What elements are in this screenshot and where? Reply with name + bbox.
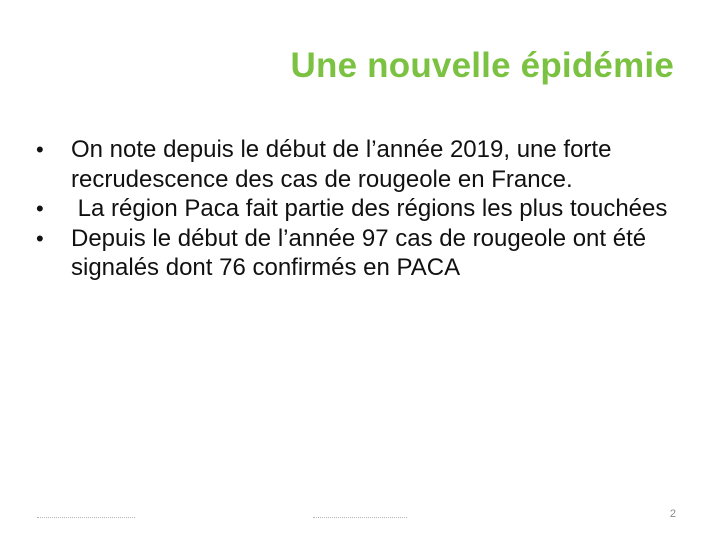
bullet-text: Depuis le début de l’année 97 cas de rougeole ont été signalés dont 76 confirmés en PACA [71,224,647,282]
page-number: 2 [669,508,676,520]
footer-date-placeholder [37,517,135,518]
bullet-item [36,194,686,224]
bullet-item [36,135,686,194]
bullet-point-icon: • [36,196,44,222]
slide-title: Une nouvelle épidémie [290,46,674,85]
bullet-list [36,135,686,283]
bullet-text: La région Paca fait partie des régions les plus touchées [71,195,668,223]
bullet-text: On note depuis le début de l’année 2019, une forte recrudescence des cas de rougeole en France. [71,136,612,193]
bullet-point-icon: • [36,225,44,251]
bullet-point-icon: • [36,137,44,162]
footer-text-placeholder [313,517,407,518]
bullet-item [36,224,686,283]
